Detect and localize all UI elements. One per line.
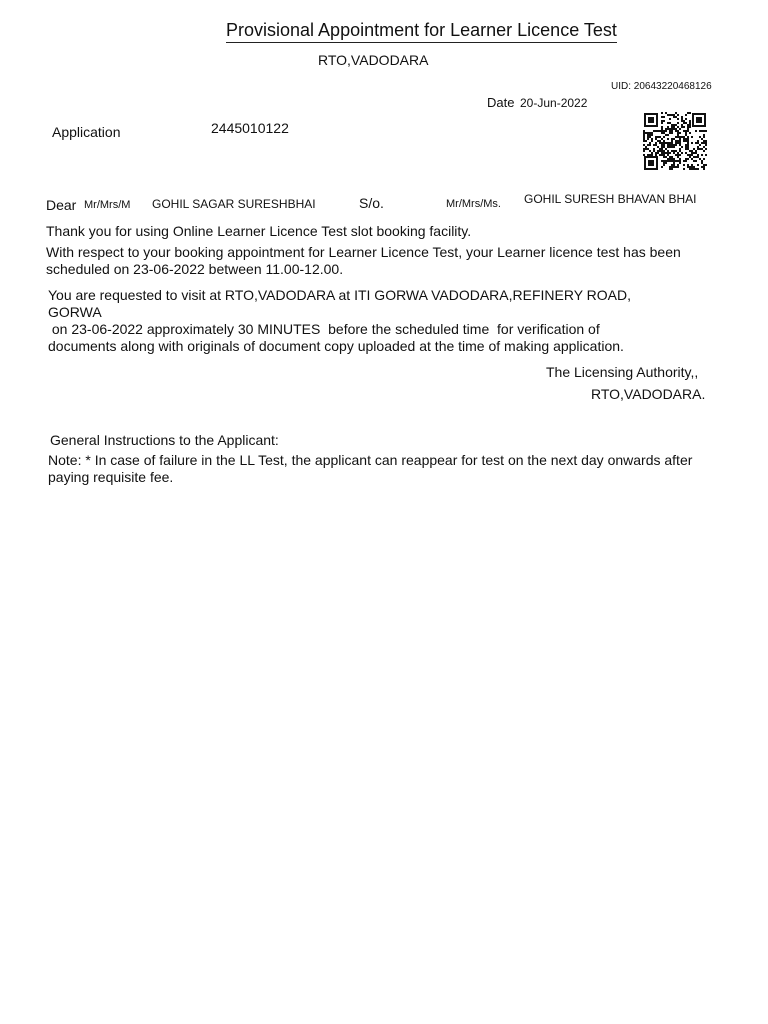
- visit-paragraph: [48, 287, 728, 355]
- instructions-note: Note: * In case of failure in the LL Test, the applicant can reappear for test on the next day onwards after paying requisite fee.: [48, 452, 693, 485]
- visit-line: You are requested to visit at RTO,VADODARA at ITI GORWA VADODARA,REFINERY ROAD,: [48, 287, 632, 303]
- salutation-prefix: Mr/Mrs/M: [84, 199, 131, 211]
- office-name: RTO,VADODARA: [318, 52, 429, 68]
- signature-authority: The Licensing Authority,,: [546, 364, 699, 380]
- date-value: 20-Jun-2022: [520, 96, 588, 110]
- uid-label: UID: 20643220468126: [611, 81, 712, 92]
- relation-prefix: Mr/Mrs/Ms.: [446, 198, 501, 210]
- salutation-dear: Dear: [46, 197, 77, 213]
- signature-office: RTO,VADODARA.: [591, 386, 706, 402]
- applicant-name: GOHIL SAGAR SURESHBHAI: [152, 197, 316, 211]
- relation-label: S/o.: [359, 195, 384, 211]
- visit-line: on 23-06-2022 approximately 30 MINUTES before the scheduled time for verification of: [48, 321, 600, 337]
- schedule-paragraph: With respect to your booking appointment for Learner Licence Test, your Learner licence test has been scheduled on 23-06-2022 between 11.00-12.00.: [46, 244, 681, 277]
- relative-name: GOHIL SURESH BHAVAN BHAI: [524, 192, 697, 206]
- application-number: 2445010122: [211, 120, 289, 136]
- thanks-paragraph: Thank you for using Online Learner Licence Test slot booking facility.: [46, 223, 472, 239]
- qr-code-icon: [643, 112, 707, 171]
- visit-line: documents along with originals of document copy uploaded at the time of making application.: [48, 338, 624, 354]
- document-title: Provisional Appointment for Learner Licence Test: [226, 20, 617, 43]
- instructions-heading: General Instructions to the Applicant:: [50, 432, 279, 448]
- visit-line: GORWA: [48, 304, 102, 320]
- application-label: Application: [52, 124, 121, 140]
- date-label: Date: [487, 95, 515, 110]
